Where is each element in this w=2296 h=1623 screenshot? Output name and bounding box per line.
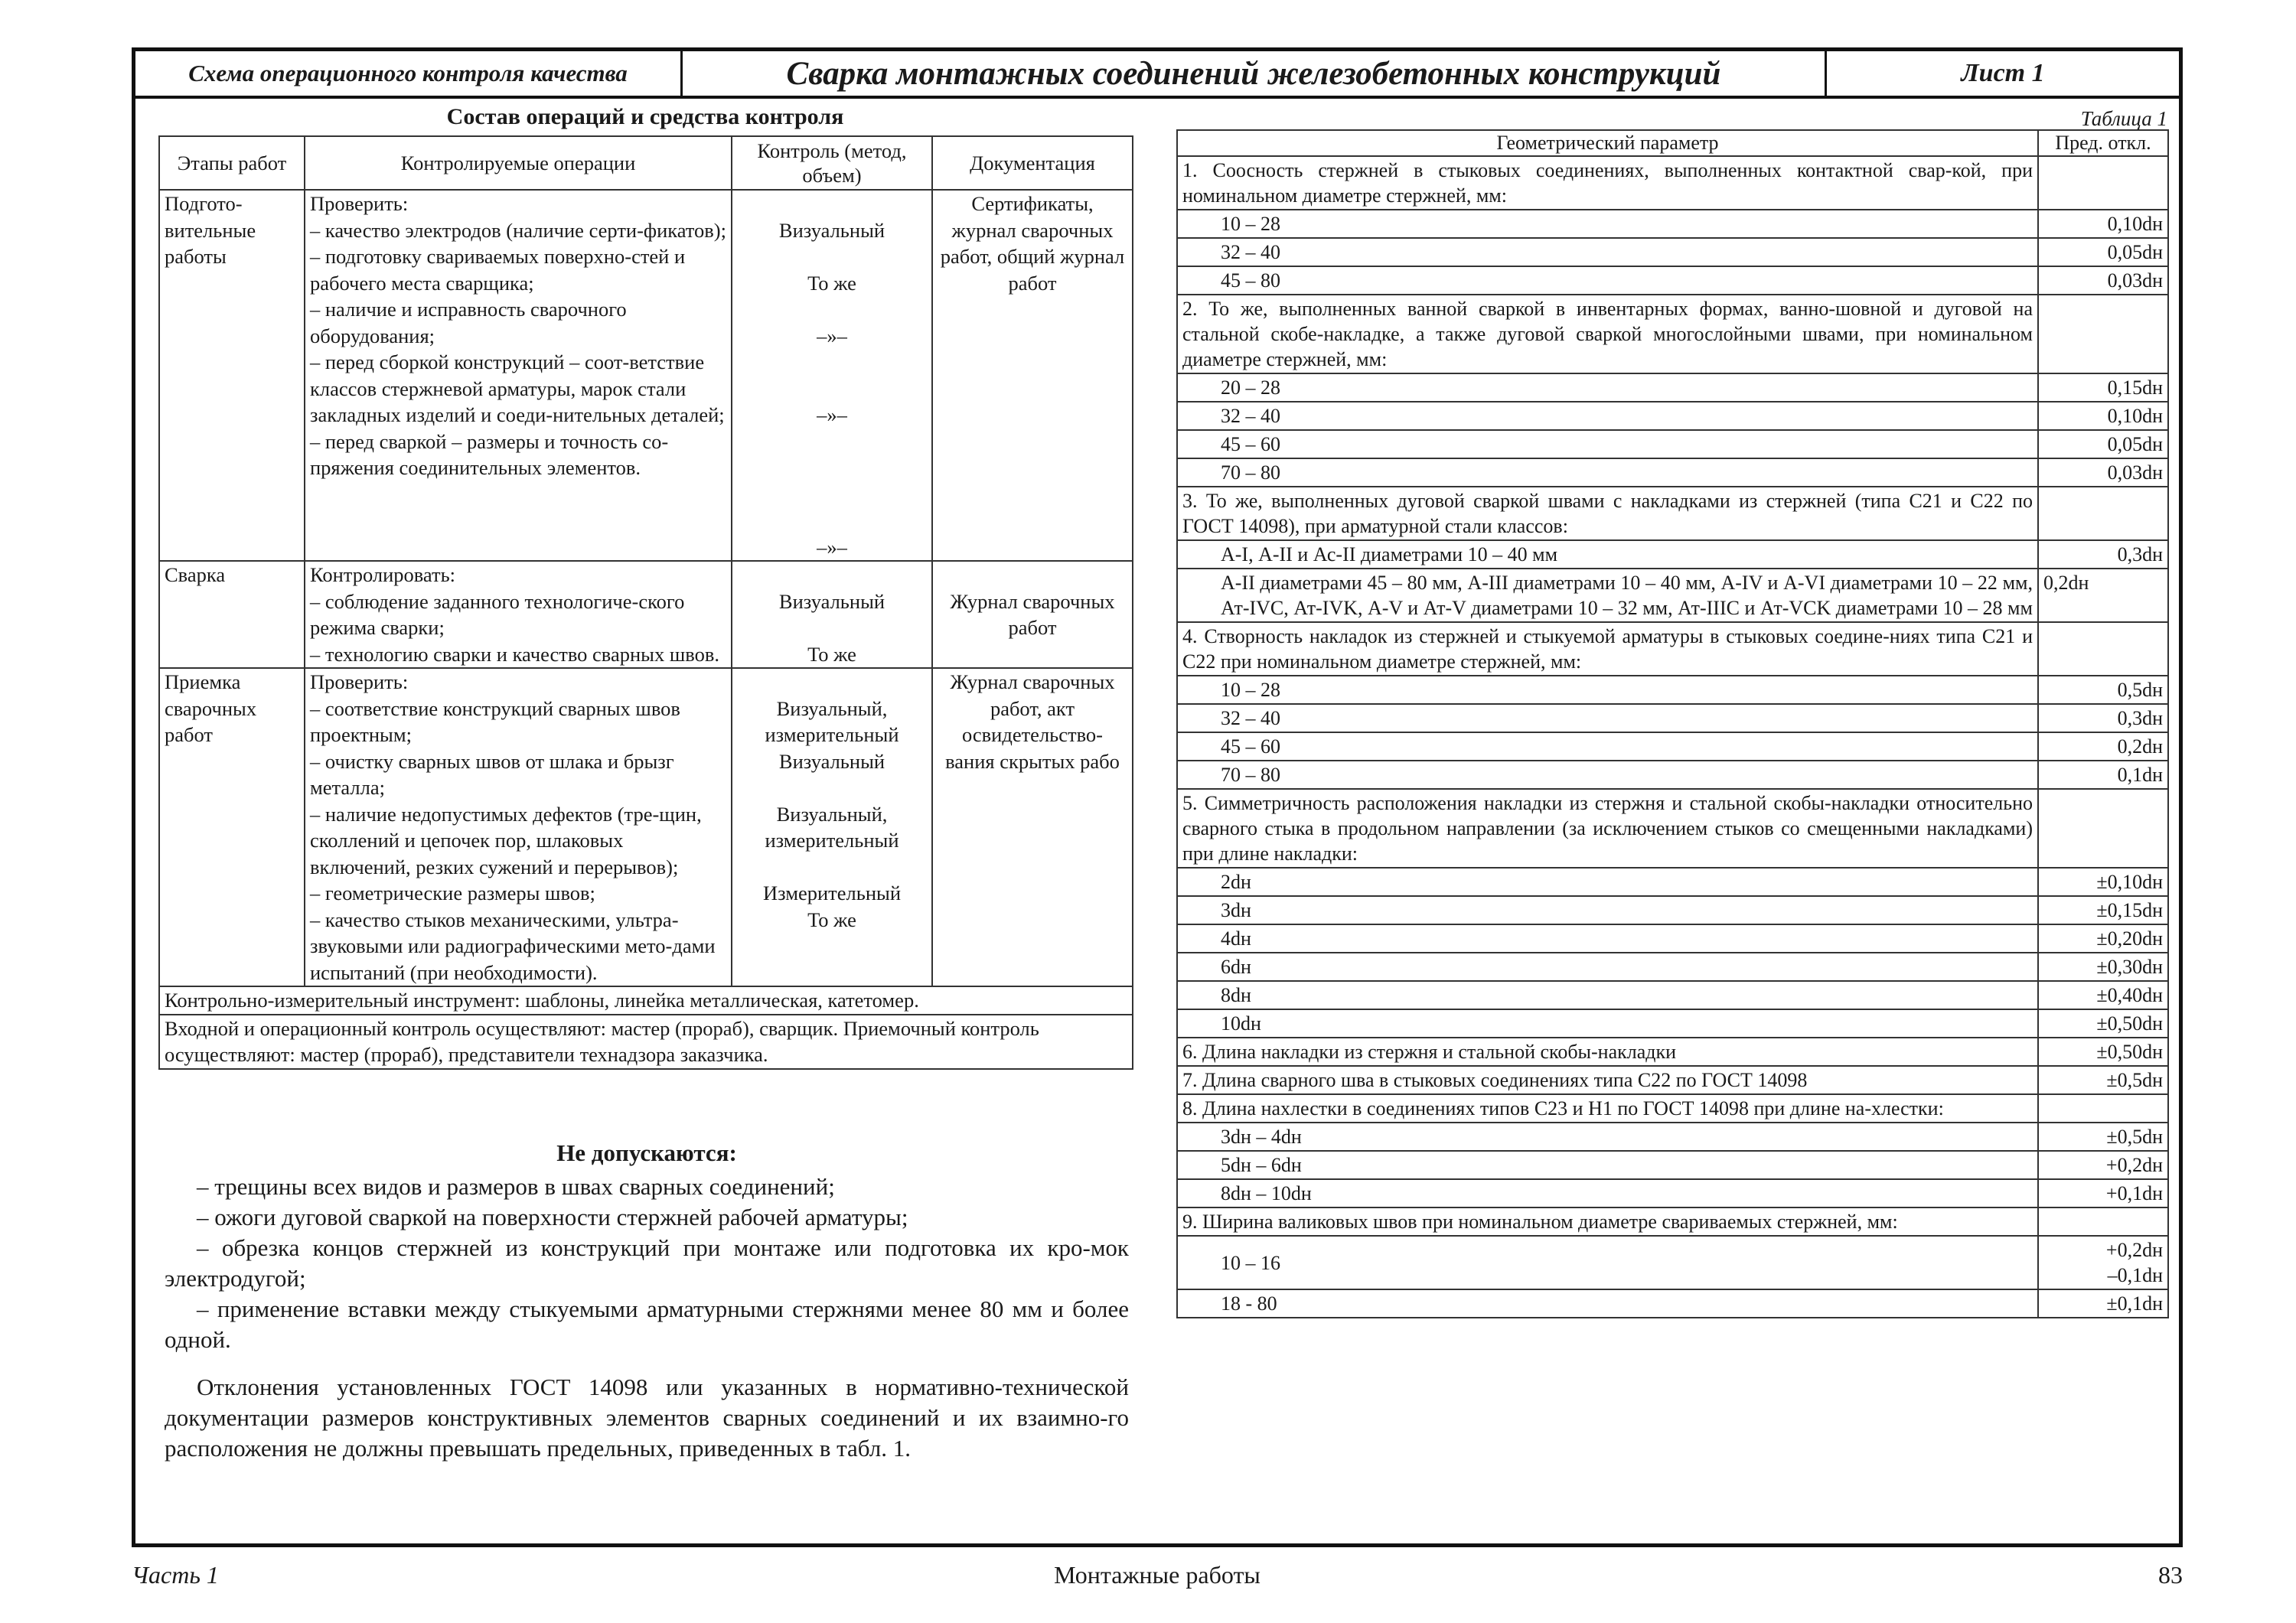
geo-empty-cell (2038, 789, 2168, 868)
forbidden-item: – обрезка концов стержней из конструкций при монтаже или подготовка их кро-мок электродугой; (165, 1234, 1129, 1292)
geo-section-text: 7. Длина сварного шва в стыковых соединениях типа С22 по ГОСТ 14098 (1177, 1066, 2038, 1094)
page-footer (132, 1561, 2183, 1599)
geo-section-text: 9. Ширина валиковых швов при номинальном диаметре свариваемых стержней, мм: (1177, 1207, 2038, 1236)
control-method: Визуальный (778, 749, 885, 773)
table-row (1177, 953, 2168, 981)
col-header-stage: Этапы работ (159, 136, 305, 190)
ops-row-acceptance (159, 668, 1133, 986)
control-method (737, 669, 927, 696)
geo-param: А-II диаметрами 45 – 80 мм, А-III диаметрами 10 – 40 мм, А-IV и А-VI диаметрами 10 – 22 мм, Ат-IVC, Ат-IVK, А-V и Ат-V диаметрами 10 – 32 мм, Ат-IIIC и Ат-VCK диаметрами 10 – 28 мм (1177, 569, 2038, 622)
geo-section-5 (1177, 789, 2168, 868)
geo-value: ±0,20dн (2038, 924, 2168, 953)
geo-section-text: 4. Створность накладок из стержней и стыкуемой арматуры в стыковых соедине-ниях типа С21 и С22 при номинальном диаметре стержней, мм: (1177, 622, 2038, 676)
op-item: – соблюдение заданного технологиче-ского режима сварки; (310, 589, 685, 639)
geo-value: 0,5dн (2038, 676, 2168, 704)
op-item: Проверить: (310, 192, 409, 215)
control-method: То же (807, 642, 856, 666)
control-method: –»– (817, 324, 847, 347)
geo-value: 0,3dн (2038, 540, 2168, 569)
control-method: То же (807, 271, 856, 295)
operations-section (158, 103, 1132, 1070)
geo-value: 0,3dн (2038, 704, 2168, 732)
control-method (737, 349, 927, 376)
control-method (737, 376, 927, 402)
op-item: Проверить: (310, 670, 409, 693)
deviation-note: Отклонения установленных ГОСТ 14098 или указанных в нормативно-технической документации размеров конструктивных элементов сварных соединений и их взаимно-го расположения не должны превышать предельных, приведенных в табл. 1. (165, 1374, 1129, 1462)
geo-section-1 (1177, 156, 2168, 210)
control-method (737, 191, 927, 217)
geo-value: ±0,5dн (2038, 1123, 2168, 1151)
geo-param: 3dн – 4dн (1177, 1123, 2038, 1151)
control-method: Визуальный (778, 218, 885, 242)
geo-value-range (2038, 1236, 2168, 1289)
col-header-control: Контроль (метод, объем) (732, 136, 932, 190)
col-header-parameter: Геометрический параметр (1177, 130, 2038, 156)
geo-param: 20 – 28 (1177, 373, 2038, 402)
geo-section-text: 8. Длина нахлестки в соединениях типов С23 и Н1 по ГОСТ 14098 при длине на-хлестки: (1177, 1094, 2038, 1123)
table-row (1177, 402, 2168, 430)
op-item: – соответствие конструкций сварных швов проектным; (310, 696, 680, 746)
geo-param: 2dн (1177, 868, 2038, 896)
control-method: Измерительный (762, 882, 901, 904)
stage-documents: Журнал сварочных работ (932, 561, 1133, 668)
geo-param: 32 – 40 (1177, 238, 2038, 266)
page-number: 83 (2158, 1561, 2183, 1589)
header-scheme-title: Схема операционного контроля качества (135, 51, 683, 96)
header-document-title: Сварка монтажных соединений железобетонных конструкций (683, 51, 1827, 96)
col-header-documents: Документация (932, 136, 1133, 190)
ops-row-preparation (159, 190, 1133, 561)
stage-operations (305, 561, 732, 668)
table-row (1177, 430, 2168, 458)
table-row (1177, 373, 2168, 402)
control-method (737, 507, 927, 534)
geo-param: 18 - 80 (1177, 1289, 2038, 1318)
stage-name: Приемка сварочных работ (159, 668, 305, 986)
table-row (1177, 266, 2168, 295)
ops-row-control (159, 1015, 1133, 1069)
table-row (1177, 981, 2168, 1009)
forbidden-item: – ожоги дуговой сваркой на поверхности стержней рабочей арматуры; (197, 1204, 908, 1230)
stage-operations (305, 668, 732, 986)
forbidden-title: Не допускаются: (556, 1139, 737, 1166)
table-caption: Таблица 1 (2080, 107, 2167, 130)
geo-param: 10 – 28 (1177, 676, 2038, 704)
geo-param: 8dн (1177, 981, 2038, 1009)
control-method (737, 455, 927, 481)
header-sheet-number: Лист 1 (1961, 59, 2045, 87)
geo-param: 32 – 40 (1177, 704, 2038, 732)
table-row (1177, 868, 2168, 896)
geo-section-9 (1177, 1207, 2168, 1236)
table-row (1177, 210, 2168, 238)
geo-section-6 (1177, 1038, 2168, 1066)
geo-section-text: 1. Соосность стержней в стыковых соединениях, выполненных контактной свар-кой, при номинальном диаметре стержней, мм: (1177, 156, 2038, 210)
geo-empty-cell (2038, 1207, 2168, 1236)
geo-value: 0,10dн (2038, 402, 2168, 430)
geometry-table (1176, 129, 2169, 1318)
op-item: – качество электродов (наличие серти-фикатов); (310, 218, 726, 242)
geo-param: 6dн (1177, 953, 2038, 981)
geo-section-text: 5. Симметричность расположения накладки из стержня и стальной скобы-накладки относительно сварного стыка в продольном направлении (за исключением стыков со смещенными накладками) при длине накладки: (1177, 789, 2038, 868)
op-item: – наличие и исправность сварочного оборудования; (310, 298, 627, 347)
geo-section-2 (1177, 295, 2168, 373)
geo-param: А-I, А-II и Ас-II диаметрами 10 – 40 мм (1177, 540, 2038, 569)
geo-value: 0,05dн (2038, 430, 2168, 458)
control-method: Визуальный, (776, 802, 888, 826)
table-row (1177, 896, 2168, 924)
control-method (737, 562, 927, 588)
geo-value-lower: –0,1dн (2107, 1264, 2163, 1286)
geo-value: ±0,1dн (2038, 1289, 2168, 1318)
forbidden-item: – трещины всех видов и размеров в швах сварных соединений; (197, 1173, 835, 1200)
geo-empty-cell (2038, 1094, 2168, 1123)
geo-param: 45 – 80 (1177, 266, 2038, 295)
geo-param: 5dн – 6dн (1177, 1151, 2038, 1179)
geo-param: 32 – 40 (1177, 402, 2038, 430)
geo-value: ±0,50dн (2038, 1009, 2168, 1038)
control-method: измерительный (765, 723, 899, 746)
geo-value: +0,2dн (2038, 1151, 2168, 1179)
control-method: –»– (817, 535, 847, 559)
op-item: – качество стыков механическими, ультра-звуковыми или радиографическими мето-дами испытаний (при необходимости). (310, 908, 716, 984)
geo-param: 45 – 60 (1177, 732, 2038, 761)
geo-section-3 (1177, 487, 2168, 540)
geo-value: 0,10dн (2038, 210, 2168, 238)
op-item: – перед сборкой конструкций – соот-ветствие классов стержневой арматуры, марок стали закладных изделий и соеди-нительных деталей; (310, 350, 725, 426)
stage-control (732, 561, 932, 668)
table-row (1177, 540, 2168, 569)
geo-value: +0,1dн (2038, 1179, 2168, 1207)
stage-documents: Журнал сварочных работ, акт освидетельство-вания скрытых рабо (932, 668, 1133, 986)
table-row (1177, 458, 2168, 487)
operations-table (158, 135, 1133, 1070)
stage-name: Подгото-вительные работы (159, 190, 305, 561)
op-item: – подготовку свариваемых поверхно-стей и рабочего места сварщика; (310, 245, 686, 295)
col-header-operations: Контролируемые операции (305, 136, 732, 190)
geo-param: 3dн (1177, 896, 2038, 924)
control-method: –»– (817, 403, 847, 426)
op-item: – перед сваркой – размеры и точность со-пряжения соединительных элементов. (310, 429, 669, 479)
geo-section-text: 3. То же, выполненных дуговой сваркой швами с накладками из стержней (типа С21 и С22 по ГОСТ 14098), при арматурной стали классов: (1177, 487, 2038, 540)
op-item: – технологию сварки и качество сварных швов. (310, 642, 719, 666)
geo-value: 0,03dн (2038, 458, 2168, 487)
table-row (1177, 1179, 2168, 1207)
table-row (1177, 1151, 2168, 1179)
geo-value: ±0,5dн (2038, 1066, 2168, 1094)
table-row (1177, 1236, 2168, 1289)
geo-value: ±0,10dн (2038, 868, 2168, 896)
geo-section-text: 6. Длина накладки из стержня и стальной скобы-накладки (1177, 1038, 2038, 1066)
table-row (1177, 569, 2168, 622)
table-row (1177, 1289, 2168, 1318)
geo-empty-cell (2038, 622, 2168, 676)
geo-empty-cell (2038, 156, 2168, 210)
geo-section-text: 2. То же, выполненных ванной сваркой в инвентарных формах, ванно-шовной и дуговой на стальной скобе-накладке, а также дуговой сваркой многослойными швами, при номинальном диаметре стержней, мм: (1177, 295, 2038, 373)
stage-control (732, 668, 932, 986)
operations-title: Состав операций и средства контроля (446, 104, 844, 129)
geo-value: ±0,15dн (2038, 896, 2168, 924)
geo-section-8 (1177, 1094, 2168, 1123)
control-method: измерительный (765, 829, 899, 852)
geo-param: 10dн (1177, 1009, 2038, 1038)
geo-value: 0,05dн (2038, 238, 2168, 266)
op-item: – геометрические размеры швов; (310, 882, 595, 904)
geo-param: 70 – 80 (1177, 458, 2038, 487)
instrument-note: Контрольно-измерительный инструмент: шаблоны, линейка металлическая, катетомер. (159, 986, 1133, 1015)
control-method (737, 774, 927, 801)
table-row (1177, 1009, 2168, 1038)
stage-name: Сварка (159, 561, 305, 668)
ops-row-instrument (159, 986, 1133, 1015)
control-method (737, 243, 927, 270)
op-item: – наличие недопустимых дефектов (тре-щин, сколлений и цепочек пор, шлаковых включений, резких сужений и перерывов); (310, 802, 702, 878)
geo-param: 10 – 16 (1177, 1236, 2038, 1289)
control-method: То же (807, 908, 856, 931)
control-method (737, 854, 927, 881)
stage-documents: Сертификаты, журнал сварочных работ, общий журнал работ (932, 190, 1133, 561)
forbidden-section (165, 1138, 1129, 1464)
control-method (737, 429, 927, 455)
table-row (1177, 732, 2168, 761)
stage-operations (305, 190, 732, 561)
geo-param: 8dн – 10dн (1177, 1179, 2038, 1207)
stage-control (732, 190, 932, 561)
table-row (1177, 761, 2168, 789)
sheet-header (135, 51, 2179, 99)
control-method: Визуальный (778, 589, 885, 613)
geo-param: 45 – 60 (1177, 430, 2038, 458)
geo-value: 0,03dн (2038, 266, 2168, 295)
table-row (1177, 704, 2168, 732)
geo-param: 70 – 80 (1177, 761, 2038, 789)
table-row (1177, 1123, 2168, 1151)
op-item: – очистку сварных швов от шлака и брызг металла; (310, 749, 674, 799)
table-row (1177, 676, 2168, 704)
forbidden-item: – применение вставки между стыкуемыми арматурными стержнями менее 80 мм и более одной. (165, 1295, 1129, 1353)
geo-empty-cell (2038, 487, 2168, 540)
footer-part: Часть 1 (132, 1561, 219, 1589)
ops-row-welding (159, 561, 1133, 668)
col-header-deviation: Пред. откл. (2038, 130, 2168, 156)
control-note: Входной и операционный контроль осуществляют: мастер (прораб), сварщик. Приемочный контроль осуществляют: мастер (прораб), представители технадзора заказчика. (159, 1015, 1133, 1069)
geo-value: 0,15dн (2038, 373, 2168, 402)
control-method: Визуальный, (776, 696, 888, 720)
op-item: Контролировать: (310, 563, 456, 586)
control-method (737, 296, 927, 323)
geo-value: ±0,30dн (2038, 953, 2168, 981)
geo-value: 0,2dн (2038, 569, 2168, 622)
geo-param: 4dн (1177, 924, 2038, 953)
geo-value: ±0,40dн (2038, 981, 2168, 1009)
geo-section-7 (1177, 1066, 2168, 1094)
geo-empty-cell (2038, 295, 2168, 373)
footer-section-title: Монтажные работы (1054, 1561, 1261, 1589)
table-row (1177, 924, 2168, 953)
geo-value: ±0,50dн (2038, 1038, 2168, 1066)
page-frame (132, 47, 2183, 1547)
geo-value: 0,2dн (2038, 732, 2168, 761)
ops-header-row (159, 136, 1133, 190)
geometry-section (1176, 103, 2167, 1318)
geo-value-upper: +0,2dн (2105, 1239, 2163, 1261)
control-method (737, 481, 927, 508)
geo-header-row (1177, 130, 2168, 156)
control-method (737, 614, 927, 641)
geo-param: 10 – 28 (1177, 210, 2038, 238)
table-row (1177, 238, 2168, 266)
geo-value: 0,1dн (2038, 761, 2168, 789)
geo-section-4 (1177, 622, 2168, 676)
